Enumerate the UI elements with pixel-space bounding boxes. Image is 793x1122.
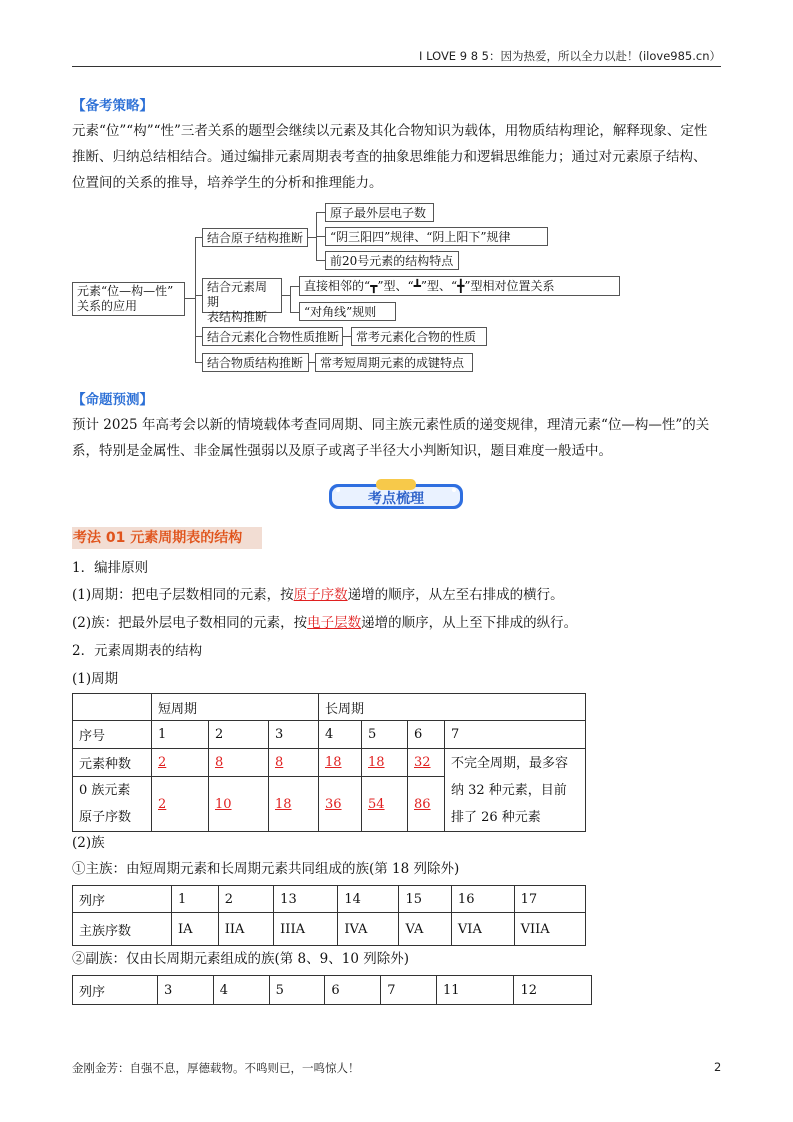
mindmap-root: 元素“位—构—性” 关系的应用 bbox=[72, 282, 185, 316]
connector bbox=[185, 298, 195, 299]
row-label: 列序 bbox=[73, 886, 172, 913]
cell: 4 bbox=[213, 976, 269, 1005]
sub-group-table bbox=[72, 975, 592, 1005]
cell: 2 bbox=[152, 749, 209, 777]
cell: 3 bbox=[158, 976, 214, 1005]
mindmap-leaf: 常考短周期元素的成键特点 bbox=[315, 353, 473, 372]
cell: 6 bbox=[325, 976, 381, 1005]
connector bbox=[290, 286, 291, 312]
page-header: I LOVE 9 8 5：因为热爱，所以全力以赴！(ilove985.cn） bbox=[419, 49, 721, 63]
cell: 2 bbox=[209, 721, 269, 749]
mindmap-leaf: 原子最外层电子数 bbox=[325, 203, 434, 222]
strategy-title: 【备考策略】 bbox=[72, 98, 153, 114]
page-number: 2 bbox=[714, 1060, 722, 1074]
row-label: 0 族元素 原子序数 bbox=[73, 777, 152, 832]
cell: 3 bbox=[269, 721, 319, 749]
connector bbox=[308, 237, 316, 238]
row-label: 主族序数 bbox=[73, 913, 172, 946]
paragraph: (1)周期 bbox=[72, 671, 119, 687]
cell: 17 bbox=[514, 886, 585, 913]
header-rule bbox=[72, 66, 721, 67]
cell: 6 bbox=[408, 721, 445, 749]
prediction-paragraph bbox=[72, 412, 732, 464]
strategy-line: 位置间的关系的推导，培养学生的分析和推理能力。 bbox=[72, 175, 383, 191]
mindmap-leaf: “对角线”规则 bbox=[299, 302, 396, 321]
cell: 18 bbox=[319, 749, 362, 777]
strategy-paragraph bbox=[72, 118, 732, 196]
mindmap-branch: 结合元素周期 表结构推断 bbox=[202, 278, 282, 313]
mindmap-leaf: 直接相邻的“┳”型、“┻”型、“╋”型相对位置关系 bbox=[299, 276, 620, 296]
row-label: 元素种数 bbox=[73, 749, 152, 777]
cell: VIIA bbox=[514, 913, 585, 946]
cell: IIA bbox=[218, 913, 273, 946]
cell: 5 bbox=[362, 721, 408, 749]
mindmap-branch: 结合元素化合物性质推断 bbox=[202, 327, 343, 346]
cell: 2 bbox=[218, 886, 273, 913]
prediction-line: 预计 2025 年高考会以新的情境载体考查同周期、同主族元素性质的递变规律，理清元素“位—构—性”的关 bbox=[72, 417, 710, 433]
cell: 13 bbox=[274, 886, 338, 913]
long-period-header: 长周期 bbox=[319, 694, 586, 721]
cell: 14 bbox=[338, 886, 399, 913]
cell: 36 bbox=[319, 777, 362, 832]
row-label: 列序 bbox=[73, 976, 158, 1005]
mindmap-leaf: 常考元素化合物的性质 bbox=[351, 327, 487, 346]
paragraph: 2．元素周期表的结构 bbox=[72, 643, 203, 659]
prediction-title: 【命题预测】 bbox=[72, 392, 153, 408]
paragraph: 1．编排原则 bbox=[72, 560, 149, 576]
cell: 8 bbox=[209, 749, 269, 777]
cell: 2 bbox=[152, 777, 209, 832]
underlined-answer: 原子序数 bbox=[293, 587, 348, 603]
paragraph: (1)周期：把电子层数相同的元素，按原子序数递增的顺序，从左至右排成的横行。 bbox=[72, 587, 564, 603]
section-heading: 考法 01 元素周期表的结构 bbox=[72, 527, 262, 549]
mindmap-leaf: “阴三阳四”规律、“阴上阳下”规律 bbox=[325, 227, 548, 246]
cell: 5 bbox=[269, 976, 325, 1005]
cell: 8 bbox=[269, 749, 319, 777]
cell: 10 bbox=[209, 777, 269, 832]
period7-note: 不完全周期，最多容 纳 32 种元素，目前 排了 26 种元素 bbox=[445, 749, 586, 832]
mindmap-branch: 结合物质结构推断 bbox=[202, 353, 309, 372]
cell: 7 bbox=[445, 721, 586, 749]
section-body bbox=[72, 555, 752, 692]
cell: 11 bbox=[436, 976, 513, 1005]
cell: 54 bbox=[362, 777, 408, 832]
connector bbox=[195, 237, 196, 362]
cell: 18 bbox=[362, 749, 408, 777]
cell: 1 bbox=[152, 721, 209, 749]
cell: VIA bbox=[451, 913, 514, 946]
cell: 32 bbox=[408, 749, 445, 777]
cell: 18 bbox=[269, 777, 319, 832]
cell: IA bbox=[172, 913, 219, 946]
cell: VA bbox=[399, 913, 451, 946]
period-table bbox=[72, 693, 586, 832]
mindmap-branch: 结合原子结构推断 bbox=[202, 228, 308, 247]
cell: 12 bbox=[514, 976, 592, 1005]
cell: 86 bbox=[408, 777, 445, 832]
strategy-line: 推断、归纳总结相结合。通过编排元素周期表考查的抽象思维能力和逻辑思维能力；通过对元素原子结构、 bbox=[72, 149, 707, 165]
footer-motto: 金刚金芳：自强不息，厚德载物。不鸣则已，一鸣惊人！ bbox=[72, 1061, 360, 1075]
paragraph: (2)族：把最外层电子数相同的元素，按电子层数递增的顺序，从上至下排成的纵行。 bbox=[72, 615, 578, 631]
strategy-line: 元素“位”“构”“性”三者关系的题型会继续以元素及其化合物知识为载体，用物质结构理论，解释现象、定性 bbox=[72, 123, 708, 139]
badge-label: 考点梳理 bbox=[368, 491, 424, 507]
connector bbox=[282, 295, 290, 296]
paragraph: ①主族：由短周期元素和长周期元素共同组成的族(第 18 列除外) bbox=[72, 861, 460, 877]
mindmap-leaf: 前20号元素的结构特点 bbox=[325, 251, 459, 270]
paragraph: ②副族：仅由长周期元素组成的族(第 8、9、10 列除外) bbox=[72, 951, 409, 967]
cell: 4 bbox=[319, 721, 362, 749]
cell: 15 bbox=[399, 886, 451, 913]
cell: 16 bbox=[451, 886, 514, 913]
prediction-line: 系，特别是金属性、非金属性强弱以及原子或离子半径大小判断知识，题目难度一般适中。 bbox=[72, 443, 612, 459]
main-group-table bbox=[72, 885, 586, 946]
cell: IVA bbox=[338, 913, 399, 946]
cell: 1 bbox=[172, 886, 219, 913]
section-badge bbox=[326, 478, 466, 512]
row-label: 序号 bbox=[73, 721, 152, 749]
paragraph: (2)族 bbox=[72, 835, 105, 851]
underlined-answer: 电子层数 bbox=[307, 615, 362, 631]
cell: IIIA bbox=[274, 913, 338, 946]
short-period-header: 短周期 bbox=[152, 694, 319, 721]
cell: 7 bbox=[381, 976, 437, 1005]
